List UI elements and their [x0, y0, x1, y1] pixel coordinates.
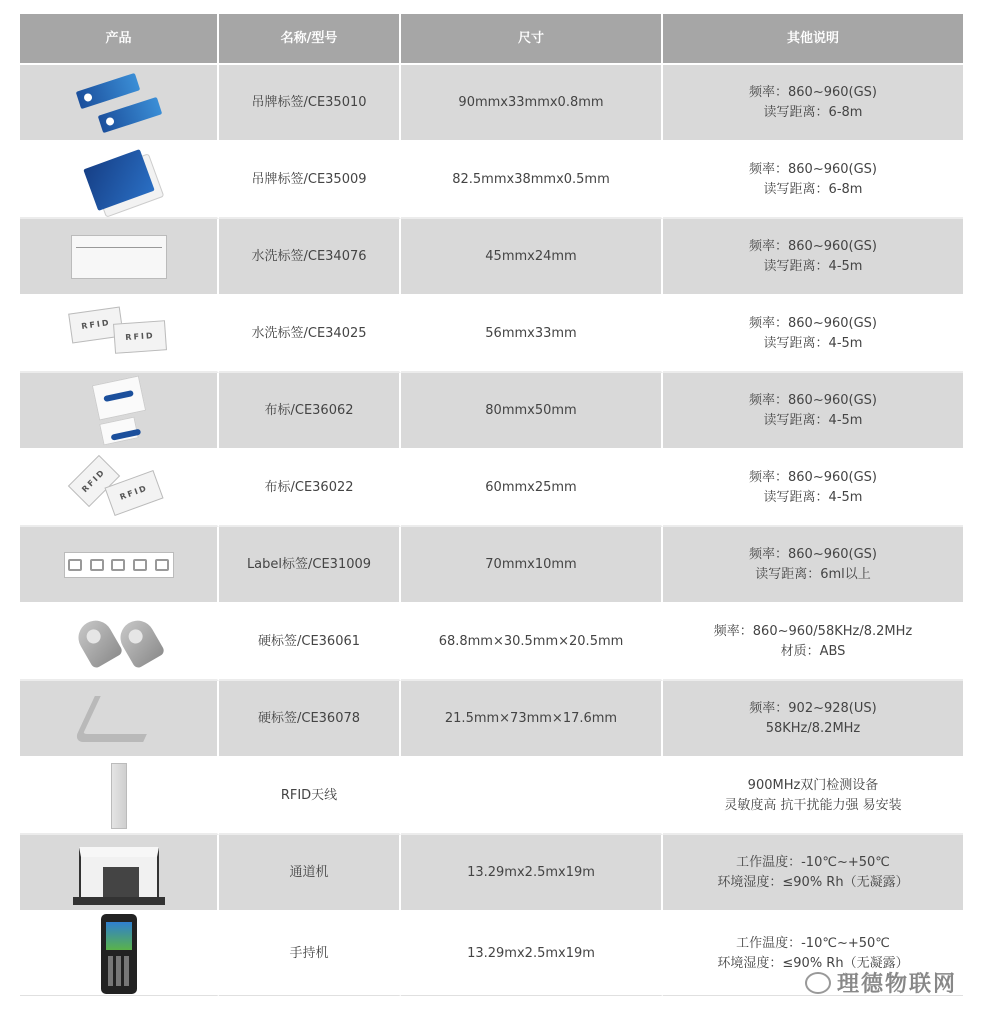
product-size: [401, 758, 663, 835]
table-row: [20, 835, 963, 912]
product-notes: [663, 296, 963, 373]
product-name: 吊牌标签/CE35010: [219, 65, 401, 142]
note-line: 读写距离：4-5m: [763, 258, 863, 274]
product-notes: [663, 758, 963, 835]
note-line: 材质：ABS: [780, 643, 846, 659]
product-name: 水洗标签/CE34076: [219, 219, 401, 296]
note-line: 工作温度：-10℃~+50℃: [736, 935, 890, 951]
cloth-label-image: [64, 380, 174, 442]
product-name: 吊牌标签/CE35009: [219, 142, 401, 219]
product-image: [20, 527, 219, 604]
note-line: 频率：860~960(GS): [749, 84, 877, 100]
note-line: 读写距离：4-5m: [763, 412, 863, 428]
product-size: 13.29mx2.5mx19m: [401, 835, 663, 912]
product-notes: [663, 681, 963, 758]
hard-tags-image: [64, 611, 174, 673]
blue-hang-tags-image: [64, 72, 174, 134]
product-notes: [663, 604, 963, 681]
product-name: 硬标签/CE36061: [219, 604, 401, 681]
table-row: [20, 527, 963, 604]
note-line: 读写距离：6ml以上: [755, 566, 871, 582]
product-image: [20, 835, 219, 912]
rfid-cloth-tags-image: RFID RFID: [64, 457, 174, 519]
product-size: 80mmx50mm: [401, 373, 663, 450]
watermark: [805, 967, 957, 998]
note-line: 900MHz双门检测设备: [747, 777, 879, 793]
note-line: 58KHz/8.2MHz: [765, 720, 861, 736]
antenna-pole-image: [64, 765, 174, 827]
note-line: 环境湿度：≤90% Rh（无凝露）: [717, 874, 909, 890]
product-image: [20, 681, 219, 758]
product-size: 21.5mm×73mm×17.6mm: [401, 681, 663, 758]
product-name: 硬标签/CE36078: [219, 681, 401, 758]
wechat-icon: [805, 972, 831, 994]
header-name-model: 名称/型号: [219, 14, 401, 65]
product-notes: [663, 142, 963, 219]
product-image: [20, 373, 219, 450]
product-name: 布标/CE36022: [219, 450, 401, 527]
table-row: [20, 296, 963, 373]
header-notes: 其他说明: [663, 14, 963, 65]
product-notes: [663, 450, 963, 527]
product-size: 70mmx10mm: [401, 527, 663, 604]
product-name: RFID天线: [219, 758, 401, 835]
product-name: 水洗标签/CE34025: [219, 296, 401, 373]
product-table: [20, 14, 963, 996]
note-line: 灵敏度高 抗干扰能力强 易安装: [724, 797, 902, 813]
product-size: 60mmx25mm: [401, 450, 663, 527]
product-image: [20, 296, 219, 373]
table-row: [20, 450, 963, 527]
product-image: [20, 912, 219, 996]
blue-card-tag-image: [64, 149, 174, 211]
note-line: 频率：860~960(GS): [749, 315, 877, 331]
watermark-text: 理德物联网: [836, 972, 957, 997]
rfid-wash-tags-image: RFID RFID: [64, 303, 174, 365]
product-image: [20, 604, 219, 681]
product-size: 45mmx24mm: [401, 219, 663, 296]
table-row: [20, 604, 963, 681]
note-line: 读写距离：4-5m: [763, 489, 863, 505]
product-name: Label标签/CE31009: [219, 527, 401, 604]
header-size: 尺寸: [401, 14, 663, 65]
note-line: 读写距离：4-5m: [763, 335, 863, 351]
antenna-inlay-image: [64, 534, 174, 596]
product-notes: [663, 373, 963, 450]
product-size: 56mmx33mm: [401, 296, 663, 373]
note-line: 频率：860~960(GS): [749, 469, 877, 485]
note-line: 频率：860~960/58KHz/8.2MHz: [713, 623, 913, 639]
note-line: 频率：860~960(GS): [749, 546, 877, 562]
white-wash-strip-image: [64, 226, 174, 288]
note-line: 频率：860~960(GS): [749, 238, 877, 254]
handheld-device-image: [64, 923, 174, 985]
product-image: [20, 142, 219, 219]
product-size: 90mmx33mmx0.8mm: [401, 65, 663, 142]
product-notes: [663, 65, 963, 142]
product-image: [20, 219, 219, 296]
table-row: [20, 373, 963, 450]
table-row: [20, 681, 963, 758]
note-line: 环境湿度：≤90% Rh（无凝露）: [717, 955, 909, 971]
note-line: 读写距离：6-8m: [763, 181, 863, 197]
header-product: 产品: [20, 14, 219, 65]
table-header: [20, 14, 963, 65]
tunnel-machine-image: [64, 842, 174, 904]
product-size: 13.29mx2.5mx19m: [401, 912, 663, 996]
product-size: 82.5mmx38mmx0.5mm: [401, 142, 663, 219]
product-size: 68.8mm×30.5mm×20.5mm: [401, 604, 663, 681]
product-notes: [663, 527, 963, 604]
note-line: 频率：860~960(GS): [749, 392, 877, 408]
note-line: 工作温度：-10℃~+50℃: [736, 854, 890, 870]
note-line: 读写距离：6-8m: [763, 104, 863, 120]
product-image: [20, 758, 219, 835]
note-line: 频率：902~928(US): [749, 700, 877, 716]
note-line: 频率：860~960(GS): [749, 161, 877, 177]
hook-tag-image: [64, 688, 174, 750]
product-notes: [663, 219, 963, 296]
product-image: [20, 65, 219, 142]
product-name: 通道机: [219, 835, 401, 912]
product-name: 手持机: [219, 912, 401, 996]
table-row: [20, 758, 963, 835]
table-row: [20, 65, 963, 142]
product-notes: [663, 835, 963, 912]
product-image: [20, 450, 219, 527]
table-row: [20, 219, 963, 296]
product-name: 布标/CE36062: [219, 373, 401, 450]
table-row: [20, 142, 963, 219]
